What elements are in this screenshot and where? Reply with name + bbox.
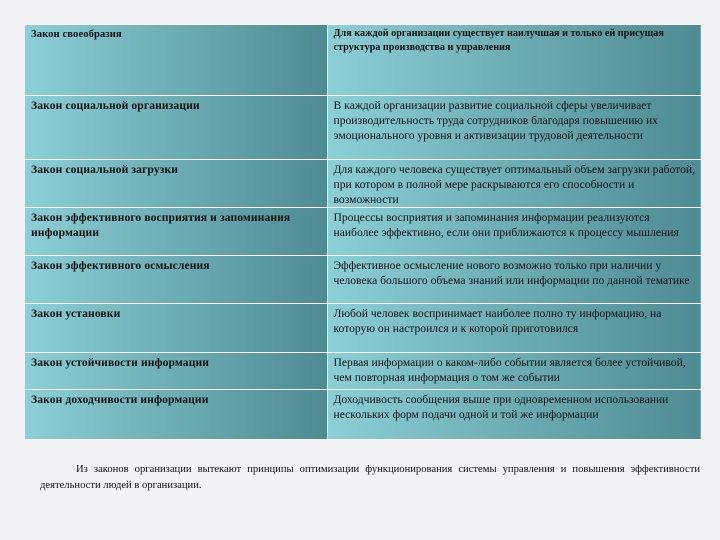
law-description-cell — [327, 353, 701, 390]
law-name: Закон установки — [31, 307, 121, 320]
law-description-cell — [327, 208, 701, 256]
law-description: Любой человек воспринимает наиболее полно ту информацию, на которую он настроился и к которой приготовился — [333, 307, 662, 335]
law-name-cell — [25, 390, 327, 440]
table-row — [25, 208, 701, 256]
table-row — [25, 304, 701, 353]
law-name-cell — [25, 304, 327, 353]
law-name: Закон доходчивости информации — [31, 393, 209, 406]
law-name: Закон социальной организации — [31, 99, 200, 112]
law-name-cell — [25, 256, 327, 304]
law-description-cell — [327, 256, 701, 304]
law-name: Закон социальной загрузки — [31, 163, 179, 176]
laws-table — [25, 24, 701, 440]
law-description-cell — [327, 25, 701, 96]
law-description-cell — [327, 160, 701, 208]
law-description-cell — [327, 390, 701, 440]
law-name-cell — [25, 96, 327, 160]
law-description-cell — [327, 96, 701, 160]
table-row — [25, 353, 701, 390]
law-name: Закон устойчивости информации — [31, 356, 210, 369]
law-description: Первая информации о каком-либо событии является более устойчивой, чем повторная информация о том же событии — [333, 356, 686, 384]
law-name-cell — [25, 353, 327, 390]
law-name: Закон эффективного восприятия и запоминания информации — [31, 211, 291, 239]
law-description: Доходчивость сообщения выше при одновременном использовании нескольких форм подачи одной и той же информации — [333, 393, 669, 421]
table-row — [25, 160, 701, 208]
table-row — [25, 256, 701, 304]
law-description: Для каждой организации существует наилучшая и только ей присущая структура производства и управления — [333, 28, 664, 53]
law-description: Для каждого человека существует оптимальный объем загрузки работой, при котором в полной мере раскрываются его способности и возможности — [333, 163, 695, 206]
law-name-cell — [25, 25, 327, 96]
law-description: Процессы восприятия и запоминания информации реализуются наиболее эффективно, если они приближаются к процессу мышления — [333, 211, 679, 239]
table-row — [25, 25, 701, 96]
law-description: В каждой организации развитие социальной сферы увеличивает производительность труда сотрудников благодаря повышению их эмоционального уровня и активизации трудовой деятельности — [333, 99, 658, 142]
footer-text: Из законов организации вытекают принципы оптимизации функционирования системы управления и повышения эффективности деятельности людей в организации. — [40, 464, 700, 491]
footer-paragraph — [40, 462, 700, 494]
law-description: Эффективное осмысление нового возможно только при наличии у человека большого объема знаний или информации по данной тематике — [333, 259, 690, 287]
law-name-cell — [25, 160, 327, 208]
law-name: Закон эффективного осмысления — [31, 259, 210, 272]
law-description-cell — [327, 304, 701, 353]
table-row — [25, 96, 701, 160]
law-name: Закон своеобразия — [31, 29, 122, 40]
law-name-cell — [25, 208, 327, 256]
table-row — [25, 390, 701, 440]
